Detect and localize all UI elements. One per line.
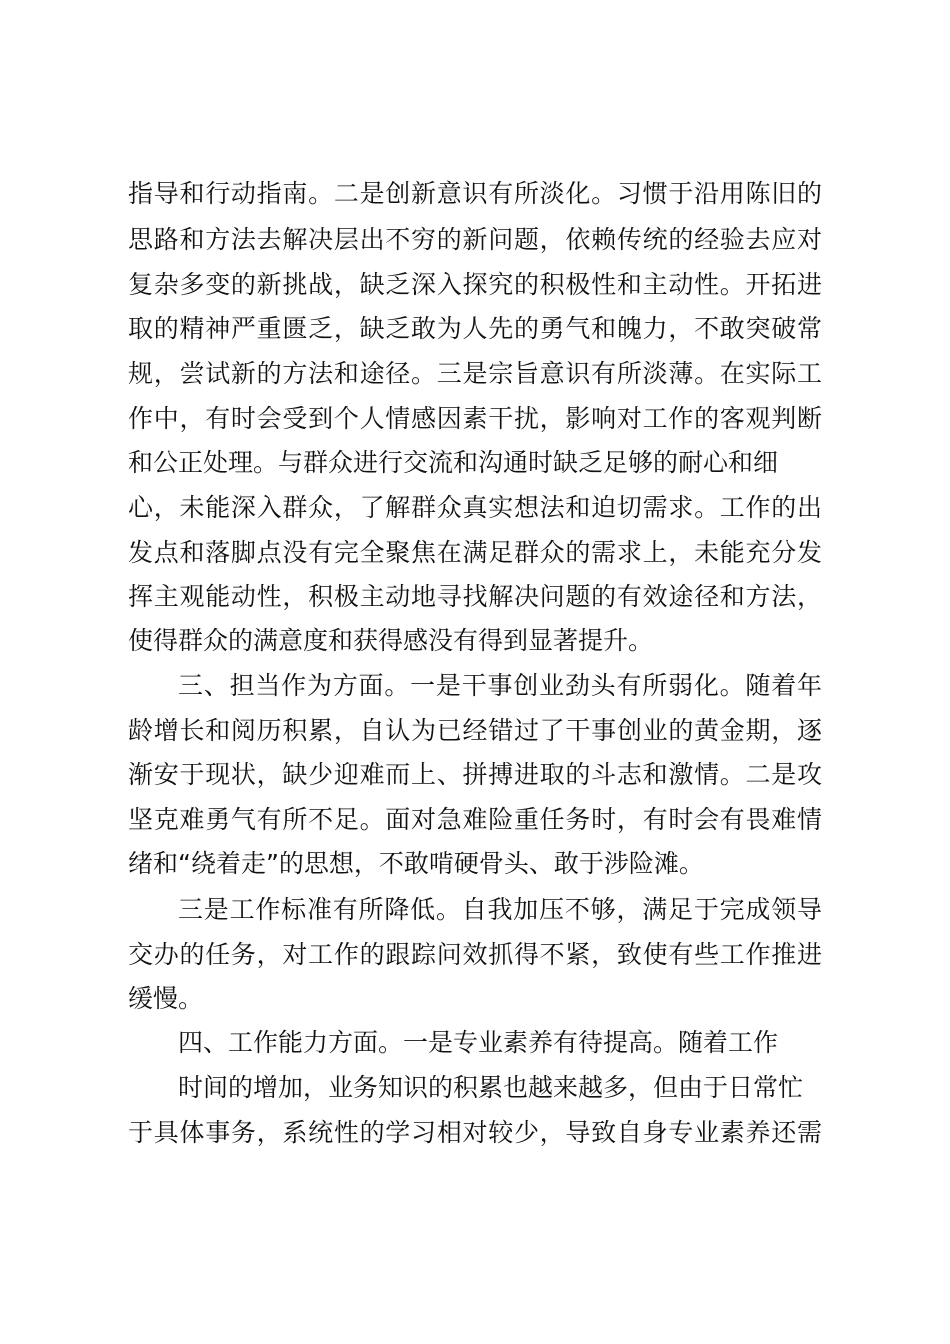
text-line-6: 作中，有时会受到个人情感因素干扰，影响对工作的客观判断 bbox=[128, 404, 822, 433]
text-line-10: 挥主观能动性，积极主动地寻找解决问题的有效途径和方法， bbox=[128, 582, 822, 611]
text-line-21: 时间的增加，业务知识的积累也越来越多，但由于日常忙 bbox=[178, 1073, 804, 1102]
text-line-3: 复杂多变的新挑战，缺乏深入探究的积极性和主动性。开拓进 bbox=[128, 270, 822, 299]
text-line-19: 缓慢。 bbox=[128, 984, 204, 1013]
text-line-15: 坚克难勇气有所不足。面对急难险重任务时，有时会有畏难情 bbox=[128, 805, 822, 834]
text-line-9: 发点和落脚点没有完全聚焦在满足群众的需求上，未能充分发 bbox=[128, 538, 822, 567]
text-line-5: 规，尝试新的方法和途径。三是宗旨意识有所淡薄。在实际工 bbox=[128, 359, 822, 388]
text-line-11: 使得群众的满意度和获得感没有得到显著提升。 bbox=[128, 626, 654, 655]
text-line-17: 三是工作标准有所降低。自我加压不够，满足于完成领导 bbox=[178, 895, 822, 924]
text-line-18: 交办的任务，对工作的跟踪问效抓得不紧，致使有些工作推进 bbox=[128, 940, 822, 969]
text-line-14: 渐安于现状，缺少迎难而上、拼搏进取的斗志和激情。二是攻 bbox=[128, 760, 822, 789]
text-line-12: 三、担当作为方面。一是干事创业劲头有所弱化。随着年 bbox=[178, 671, 822, 700]
text-line-1: 指导和行动指南。二是创新意识有所淡化。习惯于沿用陈旧的 bbox=[128, 179, 822, 208]
text-line-22: 于具体事务，系统性的学习相对较少，导致自身专业素养还需 bbox=[128, 1118, 822, 1147]
text-line-16: 绪和“绕着走”的思想，不敢啃硬骨头、敢于涉险滩。 bbox=[128, 849, 704, 878]
text-line-20: 四、工作能力方面。一是专业素养有待提高。随着工作 bbox=[178, 1028, 779, 1057]
text-line-8: 心，未能深入群众，了解群众真实想法和迫切需求。工作的出 bbox=[128, 493, 822, 522]
text-line-2: 思路和方法去解决层出不穷的新问题，依赖传统的经验去应对 bbox=[128, 225, 822, 254]
text-line-4: 取的精神严重匮乏，缺乏敢为人先的勇气和魄力，不敢突破常 bbox=[128, 314, 822, 343]
text-line-7: 和公正处理。与群众进行交流和沟通时缺乏足够的耐心和细 bbox=[128, 448, 779, 477]
text-line-13: 龄增长和阅历积累，自认为已经错过了干事创业的黄金期，逐 bbox=[128, 716, 822, 745]
